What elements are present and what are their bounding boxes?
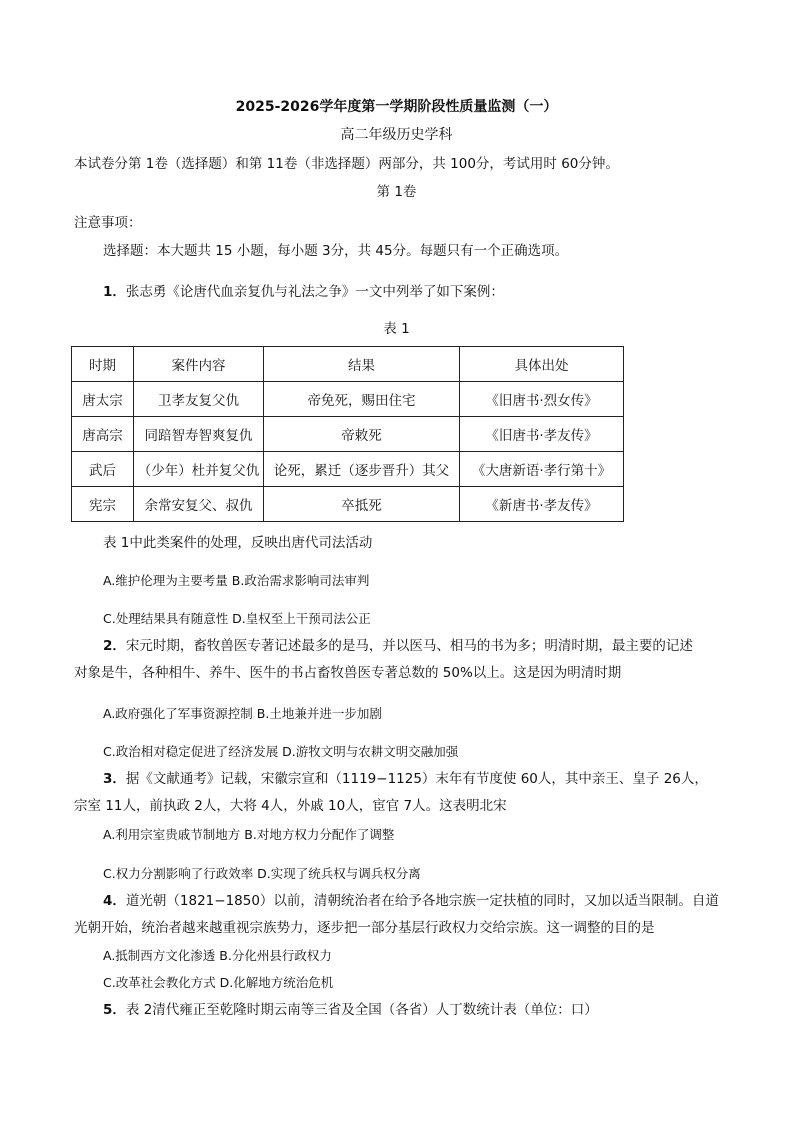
exam-subtitle: 高二年级历史学科	[340, 127, 453, 143]
table-row	[72, 452, 624, 487]
table-row	[72, 487, 624, 522]
question-text: 据《文献通考》记载，宋徽宗宣和（1119−1125）末年有节度使 60人，其中亲王、皇子 26人，	[125, 771, 708, 787]
table-cell: 武后	[72, 452, 134, 487]
table-cell: 唐高宗	[72, 417, 134, 452]
question-2-options-cd: C.政治相对稳定促进了经济发展 D.游牧文明与农耕文明交融加强	[103, 744, 459, 759]
question-text: 张志勇《论唐代血亲复仇与礼法之争》一文中列举了如下案例：	[125, 284, 504, 300]
table-caption: 表 1	[383, 321, 410, 337]
table-cell: 论死，累迁（逐步晋升）其父	[264, 452, 460, 487]
table-cell: 同踣智寿智爽复仇	[134, 417, 264, 452]
exam-intro: 本试卷分第 1卷（选择题）和第 11卷（非选择题）两部分，共 100分，考试用时 60分钟。	[74, 156, 619, 172]
question-3-stem-line-2: 宗室 11人，前执政 2人，大将 4人，外戚 10人，宦官 7人。这表明北宋	[74, 798, 507, 814]
question-number: 5．	[103, 1002, 126, 1018]
table-cell: 《新唐书·孝友传》	[460, 487, 624, 522]
question-number: 2．	[103, 638, 126, 654]
question-number: 4．	[103, 893, 126, 909]
table-cell: 帝敕死	[264, 417, 460, 452]
question-text: 宋元时期，畜牧兽医专著记述最多的是马，并以医马、相马的书为多；明清时期，最主要的记述	[125, 638, 693, 654]
notice-text: 选择题：本大题共 15 小题，每小题 3分，共 45分。每题只有一个正确选项。	[103, 243, 569, 259]
table-cell: 宪宗	[72, 487, 134, 522]
table-cell: 卒抵死	[264, 487, 460, 522]
table-header-cell: 时期	[72, 347, 134, 382]
table-header-cell: 具体出处	[460, 347, 624, 382]
question-2-options-ab: A.政府强化了军事资源控制 B.土地兼并进一步加剧	[103, 706, 382, 721]
table-cell: 《大唐新语·孝行第十》	[460, 452, 624, 487]
question-4-stem-line-1	[103, 892, 719, 910]
exam-title: 2025-2026学年度第一学期阶段性质量监测（一）	[235, 99, 558, 115]
table-cell: 帝免死，赐田住宅	[264, 382, 460, 417]
question-5-stem	[103, 1001, 598, 1019]
question-2-stem-line-1	[103, 637, 693, 655]
table-cell: 《旧唐书·烈女传》	[460, 382, 624, 417]
question-number: 1．	[103, 284, 126, 300]
table-header-cell: 结果	[264, 347, 460, 382]
question-number: 3．	[103, 771, 126, 787]
question-1-options-cd: C.处理结果具有随意性 D.皇权至上干预司法公正	[103, 611, 371, 626]
question-3-options-ab: A.利用宗室贵戚节制地方 B.对地方权力分配作了调整	[103, 827, 395, 842]
question-4-options-ab: A.抵制西方文化渗透 B.分化州县行政权力	[103, 948, 332, 963]
table-header-cell: 案件内容	[134, 347, 264, 382]
table-cell: 唐太宗	[72, 382, 134, 417]
table-cell: 《旧唐书·孝友传》	[460, 417, 624, 452]
case-table	[71, 346, 624, 522]
question-1-after-table: 表 1中此类案件的处理，反映出唐代司法活动	[103, 535, 373, 551]
question-text: 道光朝（1821−1850）以前，清朝统治者在给予各地宗族一定扶植的同时，又加以适当限制。自道	[125, 893, 719, 909]
table-cell: 卫孝友复父仇	[134, 382, 264, 417]
question-4-stem-line-2: 光朝开始，统治者越来越重视宗族势力，逐步把一部分基层行政权力交给宗族。这一调整的目的是	[74, 920, 655, 936]
table-row	[72, 417, 624, 452]
table-header-row	[72, 347, 624, 382]
question-2-stem-line-2: 对象是牛，各种相牛、养牛、医牛的书占畜牧兽医专著总数的 50%以上。这是因为明清时期	[74, 665, 622, 681]
question-1-options-ab: A.维护伦理为主要考量 B.政治需求影响司法审判	[103, 573, 370, 588]
section-title: 第 1卷	[376, 184, 417, 200]
question-3-options-cd: C.权力分割影响了行政效率 D.实现了统兵权与调兵权分离	[103, 866, 421, 881]
question-1-stem	[103, 283, 504, 301]
question-3-stem-line-1	[103, 770, 708, 788]
question-text: 表 2清代雍正至乾隆时期云南等三省及全国（各省）人丁数统计表（单位：口）	[125, 1002, 598, 1018]
table-cell: 余常安复父、叔仇	[134, 487, 264, 522]
table-row	[72, 382, 624, 417]
question-4-options-cd: C.改革社会教化方式 D.化解地方统治危机	[103, 975, 334, 990]
table-cell: （少年）杜并复父仇	[134, 452, 264, 487]
notice-label: 注意事项：	[74, 215, 142, 231]
